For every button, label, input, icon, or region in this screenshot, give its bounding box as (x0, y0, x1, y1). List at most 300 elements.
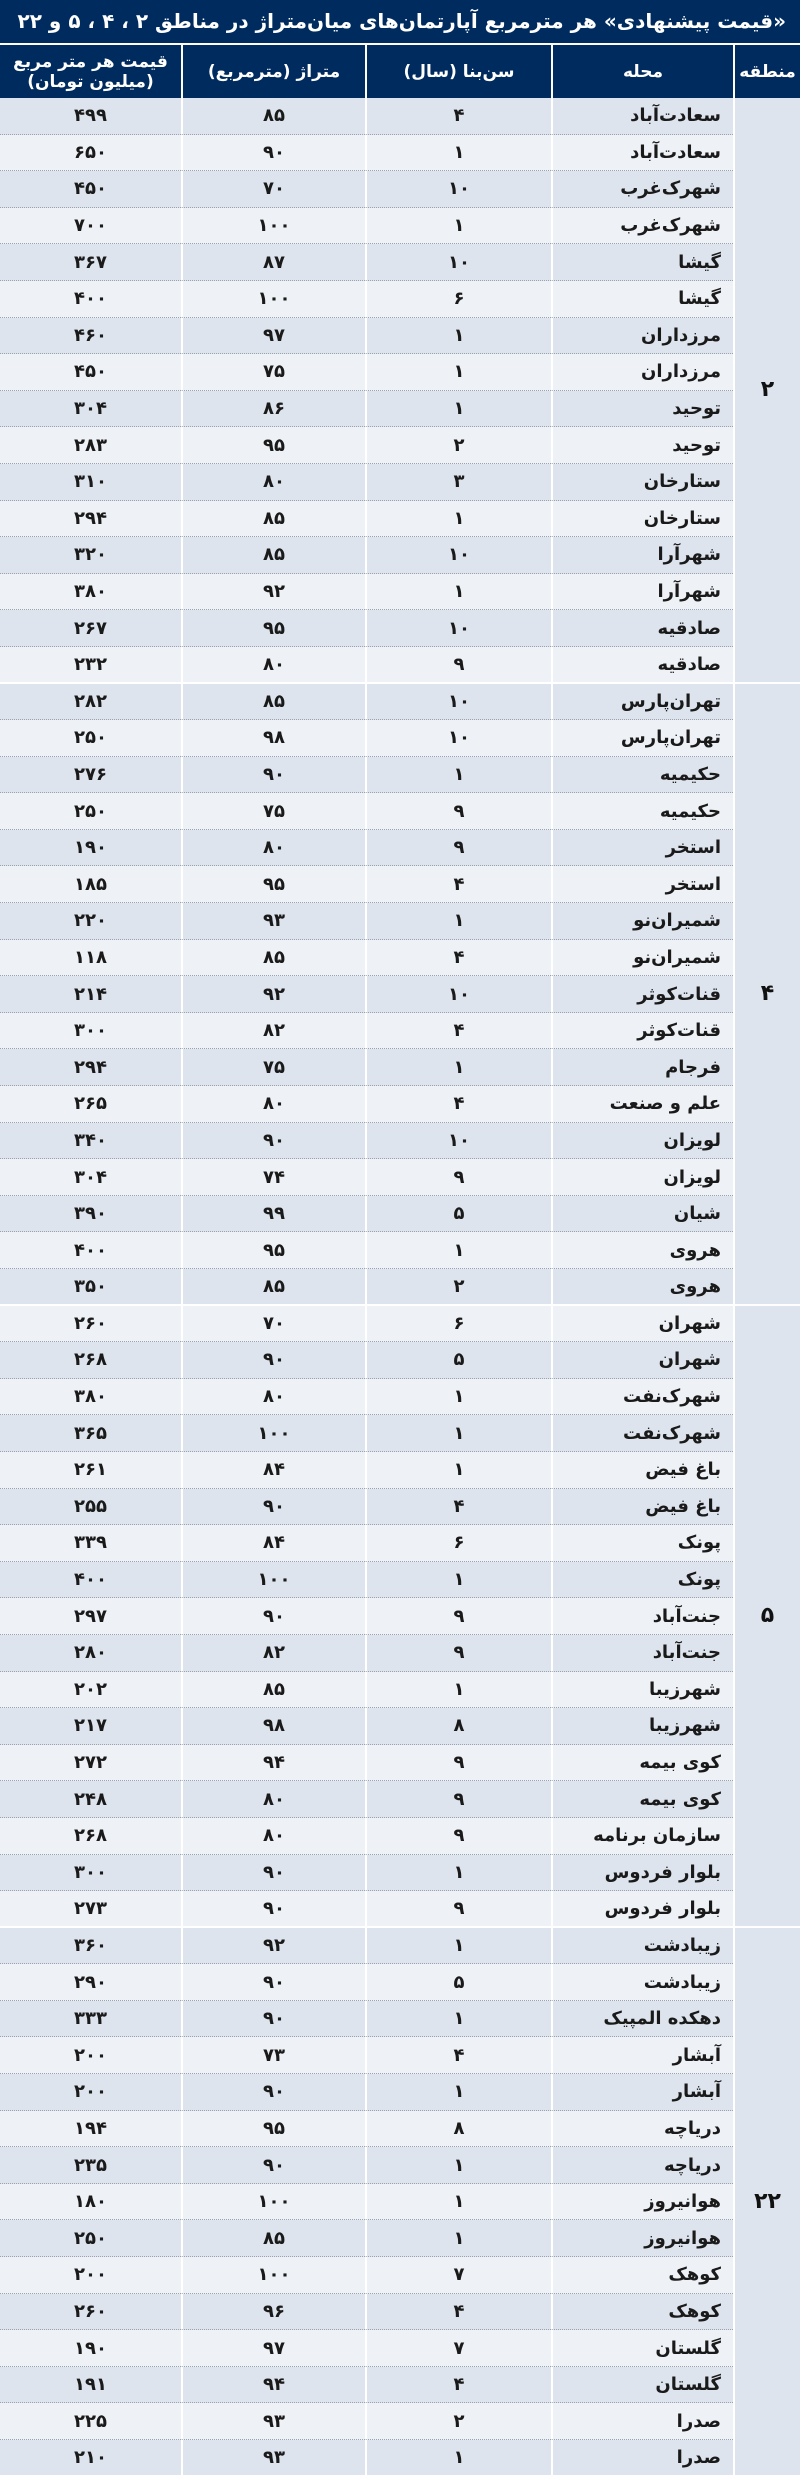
area-cell: ۷۵ (181, 354, 365, 391)
table-title: «قیمت پیشنهادی» هر مترمربع آپارتمان‌های میان‌متراژ در مناطق ۲ ، ۴ ، ۵ و ۲۲ (0, 0, 800, 43)
neighborhood-cell: ستارخان (551, 501, 733, 538)
price-cell: ۲۳۵ (0, 2147, 181, 2184)
price-cell: ۳۵۰ (0, 1269, 181, 1306)
price-cell: ۲۶۱ (0, 1452, 181, 1489)
table-row (0, 208, 800, 245)
price-cell: ۲۶۸ (0, 1342, 181, 1379)
price-cell: ۲۳۲ (0, 647, 181, 684)
neighborhood-cell: ستارخان (551, 464, 733, 501)
building-age-cell: ۱۰ (365, 610, 551, 647)
area-cell: ۸۵ (181, 537, 365, 574)
neighborhood-cell: آبشار (551, 2074, 733, 2111)
area-cell: ۸۰ (181, 830, 365, 867)
building-age-cell: ۹ (365, 1159, 551, 1196)
price-cell: ۲۷۲ (0, 1745, 181, 1782)
building-age-cell: ۱ (365, 208, 551, 245)
building-age-cell: ۱ (365, 1452, 551, 1489)
area-cell: ۸۰ (181, 1818, 365, 1855)
table-row (0, 903, 800, 940)
building-age-cell: ۱ (365, 757, 551, 794)
building-age-cell: ۱ (365, 391, 551, 428)
table-row (0, 391, 800, 428)
building-age-cell: ۱ (365, 1928, 551, 1965)
neighborhood-cell: شهرک‌غرب (551, 208, 733, 245)
building-age-cell: ۱۰ (365, 976, 551, 1013)
neighborhood-cell: سعادت‌آباد (551, 98, 733, 135)
table-row (0, 2220, 800, 2257)
table-row (0, 2147, 800, 2184)
price-cell: ۲۰۰ (0, 2074, 181, 2111)
table-row (0, 2403, 800, 2440)
building-age-cell: ۹ (365, 1818, 551, 1855)
header-price-line1: قیمت هر متر مربع (13, 51, 168, 72)
table-row (0, 2257, 800, 2294)
table-row (0, 1964, 800, 2001)
area-cell: ۸۵ (181, 1672, 365, 1709)
price-cell: ۲۹۷ (0, 1598, 181, 1635)
neighborhood-cell: جنت‌آباد (551, 1598, 733, 1635)
building-age-cell: ۱ (365, 501, 551, 538)
building-age-cell: ۴ (365, 2294, 551, 2331)
price-cell: ۳۲۰ (0, 537, 181, 574)
region-cell: ۵ (733, 1306, 800, 1928)
table-row (0, 318, 800, 355)
area-cell: ۹۴ (181, 2367, 365, 2404)
building-age-cell: ۱ (365, 2220, 551, 2257)
table-row (0, 1123, 800, 1160)
table-row (0, 2074, 800, 2111)
price-cell: ۲۱۰ (0, 2440, 181, 2477)
price-cell: ۳۳۹ (0, 1525, 181, 1562)
building-age-cell: ۶ (365, 1306, 551, 1343)
price-cell: ۱۱۸ (0, 940, 181, 977)
neighborhood-cell: آبشار (551, 2037, 733, 2074)
area-cell: ۹۸ (181, 720, 365, 757)
area-cell: ۱۰۰ (181, 1562, 365, 1599)
area-cell: ۸۵ (181, 501, 365, 538)
neighborhood-cell: دریاچه (551, 2111, 733, 2148)
building-age-cell: ۹ (365, 830, 551, 867)
table-row (0, 1928, 800, 1965)
area-cell: ۹۰ (181, 2074, 365, 2111)
price-cell: ۱۸۰ (0, 2184, 181, 2221)
building-age-cell: ۴ (365, 2037, 551, 2074)
price-cell: ۴۰۰ (0, 281, 181, 318)
price-cell: ۴۵۰ (0, 171, 181, 208)
area-cell: ۸۰ (181, 464, 365, 501)
price-cell: ۲۶۰ (0, 2294, 181, 2331)
neighborhood-cell: پونک (551, 1525, 733, 1562)
neighborhood-cell: هوانیروز (551, 2184, 733, 2221)
area-cell: ۷۰ (181, 1306, 365, 1343)
table-row (0, 793, 800, 830)
table-row (0, 1415, 800, 1452)
table-row (0, 2330, 800, 2367)
neighborhood-cell: گیشا (551, 281, 733, 318)
price-table (0, 45, 800, 2477)
table-row (0, 1196, 800, 1233)
area-cell: ۹۵ (181, 866, 365, 903)
neighborhood-cell: توحید (551, 391, 733, 428)
price-cell: ۲۵۰ (0, 2220, 181, 2257)
price-cell: ۱۸۵ (0, 866, 181, 903)
price-cell: ۳۱۰ (0, 464, 181, 501)
price-cell: ۳۰۰ (0, 1855, 181, 1892)
building-age-cell: ۵ (365, 1342, 551, 1379)
neighborhood-cell: باغ فیض (551, 1489, 733, 1526)
table-row (0, 1598, 800, 1635)
area-cell: ۸۶ (181, 391, 365, 428)
building-age-cell: ۱ (365, 1562, 551, 1599)
neighborhood-cell: کوی بیمه (551, 1781, 733, 1818)
area-cell: ۷۵ (181, 793, 365, 830)
table-row (0, 2184, 800, 2221)
neighborhood-cell: هوانیروز (551, 2220, 733, 2257)
building-age-cell: ۱ (365, 2184, 551, 2221)
neighborhood-cell: شهران (551, 1306, 733, 1343)
area-cell: ۹۳ (181, 903, 365, 940)
table-row (0, 830, 800, 867)
neighborhood-cell: صادقیه (551, 647, 733, 684)
neighborhood-cell: پونک (551, 1562, 733, 1599)
area-cell: ۱۰۰ (181, 208, 365, 245)
area-cell: ۸۵ (181, 98, 365, 135)
building-age-cell: ۹ (365, 1781, 551, 1818)
table-row (0, 281, 800, 318)
table-row (0, 647, 800, 684)
table-row (0, 1708, 800, 1745)
neighborhood-cell: صادقیه (551, 610, 733, 647)
table-row (0, 1049, 800, 1086)
area-cell: ۱۰۰ (181, 2257, 365, 2294)
building-age-cell: ۱ (365, 1379, 551, 1416)
area-cell: ۷۰ (181, 171, 365, 208)
building-age-cell: ۱۰ (365, 244, 551, 281)
neighborhood-cell: قنات‌کوثر (551, 1013, 733, 1050)
neighborhood-cell: استخر (551, 866, 733, 903)
building-age-cell: ۱۰ (365, 171, 551, 208)
table-row (0, 1672, 800, 1709)
neighborhood-cell: لویزان (551, 1123, 733, 1160)
price-cell: ۱۹۱ (0, 2367, 181, 2404)
price-cell: ۲۸۲ (0, 684, 181, 721)
area-cell: ۸۴ (181, 1525, 365, 1562)
building-age-cell: ۹ (365, 1891, 551, 1928)
price-cell: ۳۰۴ (0, 1159, 181, 1196)
building-age-cell: ۹ (365, 1635, 551, 1672)
price-cell: ۶۵۰ (0, 135, 181, 172)
header-neighborhood: محله (551, 45, 733, 98)
building-age-cell: ۴ (365, 98, 551, 135)
table-body (0, 98, 800, 2477)
building-age-cell: ۱۰ (365, 720, 551, 757)
table-row (0, 2294, 800, 2331)
building-age-cell: ۱۰ (365, 537, 551, 574)
area-cell: ۷۴ (181, 1159, 365, 1196)
price-cell: ۲۲۰ (0, 903, 181, 940)
area-cell: ۷۳ (181, 2037, 365, 2074)
area-cell: ۸۰ (181, 1379, 365, 1416)
neighborhood-cell: زیبادشت (551, 1964, 733, 2001)
header-price-line2: (میلیون تومان) (27, 71, 154, 92)
building-age-cell: ۱ (365, 903, 551, 940)
table-row (0, 1342, 800, 1379)
neighborhood-cell: شیان (551, 1196, 733, 1233)
price-cell: ۷۰۰ (0, 208, 181, 245)
neighborhood-cell: شهرآرا (551, 537, 733, 574)
neighborhood-cell: کوی بیمه (551, 1745, 733, 1782)
building-age-cell: ۴ (365, 2367, 551, 2404)
table-row (0, 135, 800, 172)
building-age-cell: ۸ (365, 1708, 551, 1745)
area-cell: ۱۰۰ (181, 281, 365, 318)
neighborhood-cell: کوهک (551, 2294, 733, 2331)
building-age-cell: ۵ (365, 1964, 551, 2001)
neighborhood-cell: کوهک (551, 2257, 733, 2294)
area-cell: ۸۷ (181, 244, 365, 281)
building-age-cell: ۵ (365, 1196, 551, 1233)
building-age-cell: ۸ (365, 2111, 551, 2148)
table-row (0, 1745, 800, 1782)
area-cell: ۹۵ (181, 1232, 365, 1269)
table-row (0, 1489, 800, 1526)
area-cell: ۹۶ (181, 2294, 365, 2331)
area-cell: ۱۰۰ (181, 1415, 365, 1452)
table-row (0, 1635, 800, 1672)
table-row (0, 501, 800, 538)
neighborhood-cell: لویزان (551, 1159, 733, 1196)
neighborhood-cell: مرزداران (551, 354, 733, 391)
header-area: متراژ (مترمربع) (181, 45, 365, 98)
price-cell: ۲۹۰ (0, 1964, 181, 2001)
price-cell: ۱۹۰ (0, 2330, 181, 2367)
table-row (0, 537, 800, 574)
price-cell: ۲۴۸ (0, 1781, 181, 1818)
price-cell: ۲۲۵ (0, 2403, 181, 2440)
price-cell: ۲۶۷ (0, 610, 181, 647)
area-cell: ۸۴ (181, 1452, 365, 1489)
area-cell: ۸۰ (181, 647, 365, 684)
building-age-cell: ۱ (365, 1049, 551, 1086)
area-cell: ۸۵ (181, 684, 365, 721)
building-age-cell: ۹ (365, 1598, 551, 1635)
building-age-cell: ۴ (365, 940, 551, 977)
building-age-cell: ۲ (365, 427, 551, 464)
header-price (0, 45, 181, 98)
table-row (0, 610, 800, 647)
area-cell: ۹۰ (181, 135, 365, 172)
price-cell: ۳۹۰ (0, 1196, 181, 1233)
price-cell: ۲۵۵ (0, 1489, 181, 1526)
neighborhood-cell: شهران (551, 1342, 733, 1379)
building-age-cell: ۲ (365, 2403, 551, 2440)
price-cell: ۳۸۰ (0, 1379, 181, 1416)
building-age-cell: ۱ (365, 1415, 551, 1452)
area-cell: ۸۵ (181, 940, 365, 977)
table-row (0, 98, 800, 135)
area-cell: ۹۰ (181, 2001, 365, 2038)
table-header-row (0, 45, 800, 98)
neighborhood-cell: صدرا (551, 2403, 733, 2440)
price-cell: ۲۷۶ (0, 757, 181, 794)
neighborhood-cell: توحید (551, 427, 733, 464)
area-cell: ۹۰ (181, 1964, 365, 2001)
table-row (0, 684, 800, 721)
building-age-cell: ۱ (365, 2074, 551, 2111)
building-age-cell: ۱ (365, 574, 551, 611)
area-cell: ۹۰ (181, 1123, 365, 1160)
area-cell: ۹۰ (181, 1891, 365, 1928)
building-age-cell: ۴ (365, 1086, 551, 1123)
price-cell: ۳۶۷ (0, 244, 181, 281)
table-row (0, 1379, 800, 1416)
neighborhood-cell: شمیران‌نو (551, 940, 733, 977)
area-cell: ۹۰ (181, 1598, 365, 1635)
price-cell: ۲۰۲ (0, 1672, 181, 1709)
area-cell: ۸۲ (181, 1013, 365, 1050)
price-cell: ۲۵۰ (0, 793, 181, 830)
price-cell: ۴۰۰ (0, 1562, 181, 1599)
price-cell: ۲۶۵ (0, 1086, 181, 1123)
table-row (0, 976, 800, 1013)
building-age-cell: ۱ (365, 354, 551, 391)
neighborhood-cell: شهرزیبا (551, 1708, 733, 1745)
table-row (0, 2037, 800, 2074)
table-row (0, 866, 800, 903)
table-row (0, 1306, 800, 1343)
neighborhood-cell: شهرک‌غرب (551, 171, 733, 208)
table-row (0, 574, 800, 611)
area-cell: ۹۵ (181, 2111, 365, 2148)
neighborhood-cell: شهرک‌نفت (551, 1379, 733, 1416)
building-age-cell: ۲ (365, 1269, 551, 1306)
table-row (0, 1855, 800, 1892)
building-age-cell: ۹ (365, 647, 551, 684)
area-cell: ۹۳ (181, 2440, 365, 2477)
area-cell: ۸۵ (181, 1269, 365, 1306)
table-row (0, 1269, 800, 1306)
building-age-cell: ۱ (365, 318, 551, 355)
building-age-cell: ۱۰ (365, 684, 551, 721)
area-cell: ۹۲ (181, 1928, 365, 1965)
price-cell: ۳۴۰ (0, 1123, 181, 1160)
area-cell: ۱۰۰ (181, 2184, 365, 2221)
price-cell: ۳۰۰ (0, 1013, 181, 1050)
price-cell: ۲۱۴ (0, 976, 181, 1013)
table-row (0, 1013, 800, 1050)
area-cell: ۹۰ (181, 757, 365, 794)
building-age-cell: ۹ (365, 793, 551, 830)
area-cell: ۸۲ (181, 1635, 365, 1672)
area-cell: ۹۸ (181, 1708, 365, 1745)
building-age-cell: ۱ (365, 1232, 551, 1269)
neighborhood-cell: علم و صنعت (551, 1086, 733, 1123)
area-cell: ۹۵ (181, 427, 365, 464)
price-cell: ۴۵۰ (0, 354, 181, 391)
building-age-cell: ۴ (365, 866, 551, 903)
price-cell: ۲۸۳ (0, 427, 181, 464)
table-row (0, 464, 800, 501)
neighborhood-cell: استخر (551, 830, 733, 867)
neighborhood-cell: گلستان (551, 2330, 733, 2367)
neighborhood-cell: دهکده المپیک (551, 2001, 733, 2038)
table-row (0, 1232, 800, 1269)
neighborhood-cell: جنت‌آباد (551, 1635, 733, 1672)
price-cell: ۳۶۰ (0, 1928, 181, 1965)
header-building-age: سن‌بنا (سال) (365, 45, 551, 98)
neighborhood-cell: شهرآرا (551, 574, 733, 611)
area-cell: ۹۲ (181, 976, 365, 1013)
neighborhood-cell: گلستان (551, 2367, 733, 2404)
area-cell: ۹۹ (181, 1196, 365, 1233)
area-cell: ۹۷ (181, 2330, 365, 2367)
table-row (0, 2111, 800, 2148)
neighborhood-cell: حکیمیه (551, 757, 733, 794)
table-row (0, 427, 800, 464)
price-cell: ۴۹۹ (0, 98, 181, 135)
neighborhood-cell: شهرک‌نفت (551, 1415, 733, 1452)
price-cell: ۲۱۷ (0, 1708, 181, 1745)
building-age-cell: ۴ (365, 1489, 551, 1526)
neighborhood-cell: صدرا (551, 2440, 733, 2477)
region-cell: ۲۲ (733, 1928, 800, 2477)
price-cell: ۲۶۸ (0, 1818, 181, 1855)
neighborhood-cell: شمیران‌نو (551, 903, 733, 940)
price-cell: ۲۹۴ (0, 501, 181, 538)
price-cell: ۲۹۴ (0, 1049, 181, 1086)
neighborhood-cell: سازمان برنامه (551, 1818, 733, 1855)
area-cell: ۹۳ (181, 2403, 365, 2440)
table-row (0, 2367, 800, 2404)
table-row (0, 1159, 800, 1196)
building-age-cell: ۱ (365, 2147, 551, 2184)
neighborhood-cell: قنات‌کوثر (551, 976, 733, 1013)
building-age-cell: ۶ (365, 1525, 551, 1562)
neighborhood-cell: باغ فیض (551, 1452, 733, 1489)
table-row (0, 1452, 800, 1489)
neighborhood-cell: هروی (551, 1232, 733, 1269)
price-cell: ۴۰۰ (0, 1232, 181, 1269)
price-cell: ۳۳۳ (0, 2001, 181, 2038)
building-age-cell: ۱۰ (365, 1123, 551, 1160)
building-age-cell: ۳ (365, 464, 551, 501)
area-cell: ۹۰ (181, 2147, 365, 2184)
price-cell: ۳۰۴ (0, 391, 181, 428)
table-row (0, 2001, 800, 2038)
table-row (0, 757, 800, 794)
neighborhood-cell: بلوار فردوس (551, 1855, 733, 1892)
table-row (0, 2440, 800, 2477)
table-row (0, 354, 800, 391)
price-cell: ۲۰۰ (0, 2037, 181, 2074)
table-row (0, 720, 800, 757)
building-age-cell: ۴ (365, 1013, 551, 1050)
area-cell: ۹۲ (181, 574, 365, 611)
table-row (0, 1891, 800, 1928)
price-cell: ۲۷۳ (0, 1891, 181, 1928)
neighborhood-cell: تهران‌پارس (551, 684, 733, 721)
building-age-cell: ۱ (365, 135, 551, 172)
building-age-cell: ۹ (365, 1745, 551, 1782)
area-cell: ۹۰ (181, 1489, 365, 1526)
table-row (0, 1818, 800, 1855)
table-row (0, 244, 800, 281)
table-row (0, 940, 800, 977)
header-region: منطقه (733, 45, 800, 98)
area-cell: ۹۰ (181, 1855, 365, 1892)
area-cell: ۹۰ (181, 1342, 365, 1379)
price-cell: ۱۹۰ (0, 830, 181, 867)
